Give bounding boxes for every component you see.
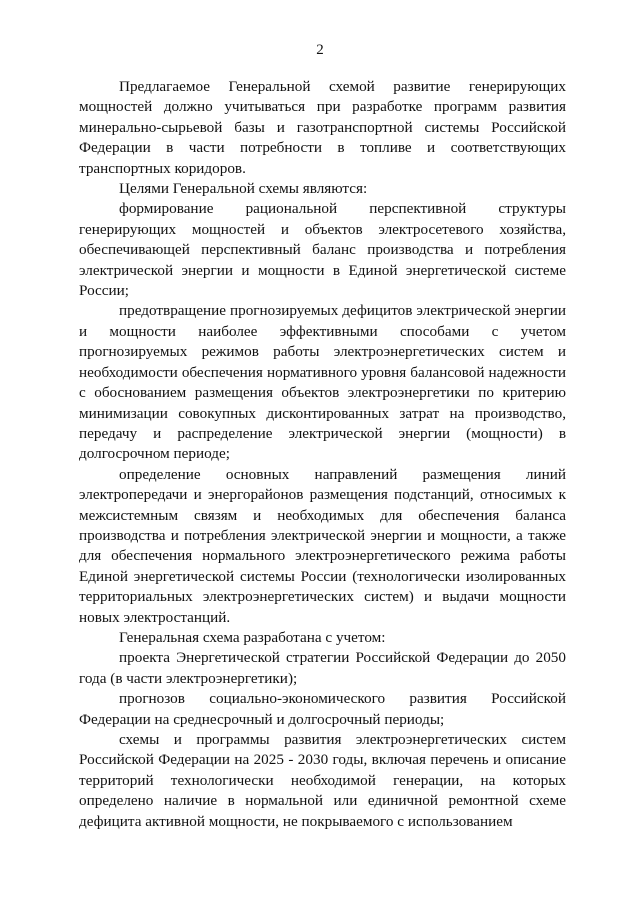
paragraph: проекта Энергетической стратегии Российской Федерации до 2050 года (в части электроэнергетики); bbox=[79, 649, 570, 687]
paragraph: Целями Генеральной схемы являются: bbox=[119, 180, 368, 198]
paragraph: Предлагаемое Генеральной схемой развитие генерирующих мощностей должно учитываться при разработке программ развития минерально-сырьевой базы и газотранспортной системы Российской Федерации в части потребности в топливе и соответствующих транспортных коридоров. bbox=[79, 78, 570, 177]
paragraph: Генеральная схема разработана с учетом: bbox=[119, 628, 386, 646]
paragraph: формирование рациональной перспективной структуры генерирующих мощностей и объектов электросетевого хозяйства, обеспечивающей перспективный баланс производства и потребления электрической энергии и мощности в Единой энергетической системе России; bbox=[79, 200, 570, 300]
paragraph: прогнозов социально-экономического развития Российской Федерации на среднесрочный и долгосрочный периоды; bbox=[79, 690, 570, 728]
paragraph: схемы и программы развития электроэнергетических систем Российской Федерации на 2025 - 2030 годы, включая перечень и описание территорий технологически необходимой генерации, на которых определено наличие в нормальной или единичной ремонтной схеме дефицита активной мощности, не покрываемого с использованием bbox=[79, 731, 570, 830]
paragraph: определение основных направлений размещения линий электропередачи и энергорайонов размещения подстанций, относимых к межсистемным связям и необходимых для обеспечения баланса производства и потребления электрической энергии и мощности, а также для обеспечения нормального электроэнергетического режима работы Единой энергетической системы России (технологически изолированных территориальных электроэнергетических систем) и выдачи мощности новых электростанций. bbox=[79, 465, 570, 626]
page-number: 2 bbox=[316, 42, 324, 58]
paragraph: предотвращение прогнозируемых дефицитов электрической энергии и мощности наиболее эффективными способами с учетом прогнозируемых режимов работы электроэнергетических систем и необходимости обеспечения нормативного уровня балансовой надежности с обоснованием размещения объектов электроэнергетики по критерию минимизации совокупных дисконтированных затрат на производство, передачу и распределение электрической энергии (мощности) в долгосрочном периоде; bbox=[79, 302, 570, 463]
document-body bbox=[79, 77, 570, 832]
